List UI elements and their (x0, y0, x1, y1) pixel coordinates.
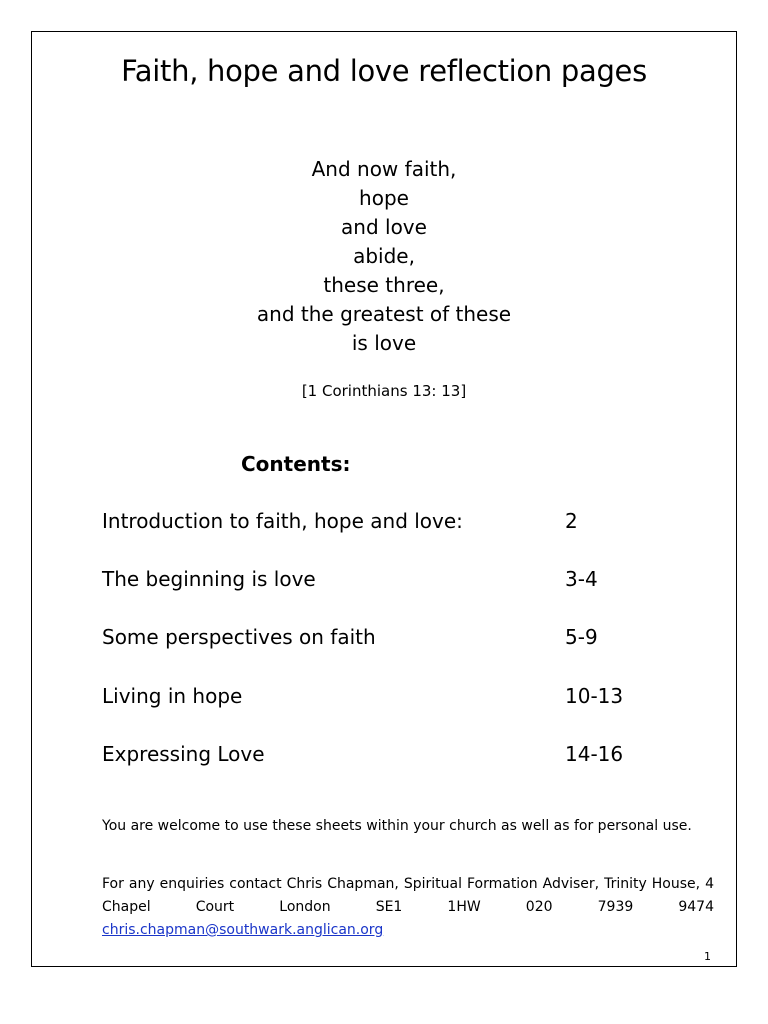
toc-entry-perspectives-on-faith (102, 625, 662, 655)
page-number: 1 (704, 950, 711, 963)
toc-entry-living-in-hope (102, 684, 662, 714)
verse-line: and love (341, 215, 427, 239)
verse-line: and the greatest of these (256, 302, 512, 326)
toc-entry-pages: 14-16 (565, 742, 624, 766)
verse-line: abide, (353, 244, 415, 268)
verse-line: hope (359, 186, 409, 210)
enquiry-text: For any enquiries contact Chris Chapman, Spiritual Formation Adviser, Trinity House, 4 Chapel Court London SE1 1HW 020 7939 9474 (102, 876, 714, 915)
toc-entry-pages: 3-4 (565, 567, 598, 591)
toc-entry-introduction (102, 509, 662, 539)
contents-heading: Contents: (241, 452, 351, 476)
contact-email-link[interactable]: chris.chapman@southwark.anglican.org (102, 922, 384, 938)
scripture-verse (0, 155, 768, 358)
toc-entry-beginning-is-love (102, 567, 662, 597)
verse-line: is love (351, 331, 417, 355)
welcome-paragraph: You are welcome to use these sheets within your church as well as for personal use. (102, 818, 692, 834)
toc-entry-title: The beginning is love (102, 567, 316, 591)
document-title: Faith, hope and love reflection pages (121, 54, 647, 88)
verse-line: And now faith, (311, 157, 457, 181)
toc-entry-pages: 5-9 (565, 625, 598, 649)
toc-entry-title: Some perspectives on faith (102, 625, 376, 649)
toc-entry-pages: 10-13 (565, 684, 624, 708)
toc-entry-expressing-love (102, 742, 662, 772)
toc-entry-title: Introduction to faith, hope and love: (102, 509, 463, 533)
verse-reference: [1 Corinthians 13: 13] (301, 382, 467, 400)
enquiry-paragraph (102, 873, 714, 942)
verse-line: these three, (323, 273, 445, 297)
toc-entry-title: Living in hope (102, 684, 243, 708)
toc-entry-title: Expressing Love (102, 742, 265, 766)
toc-entry-pages: 2 (565, 509, 578, 533)
